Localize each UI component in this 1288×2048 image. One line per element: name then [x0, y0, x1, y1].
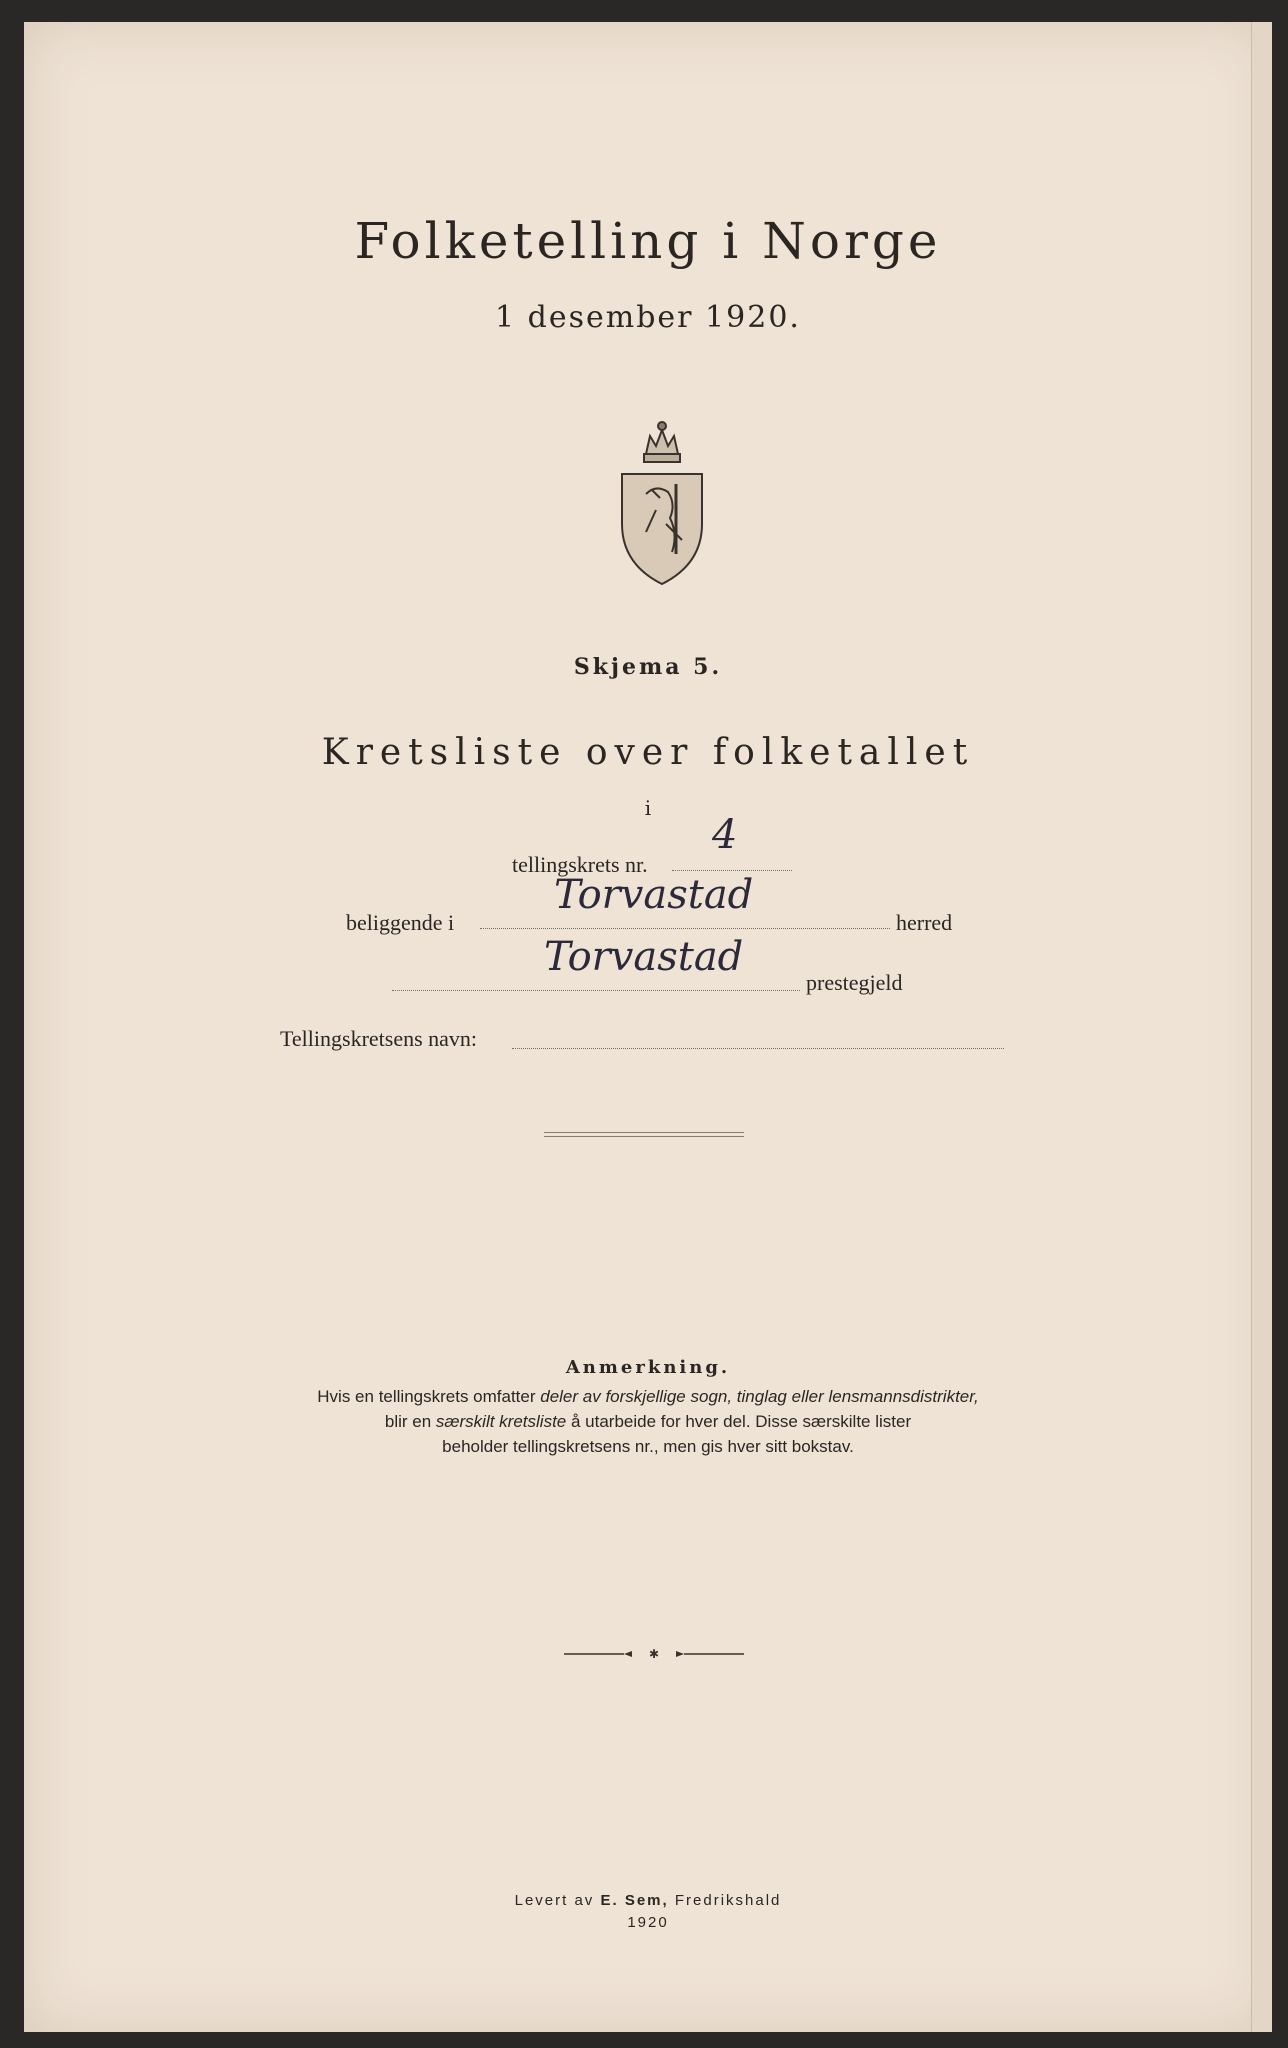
census-form-page	[24, 22, 1272, 2032]
census-date: 1 desember 1920.	[495, 300, 801, 335]
schema-number: Skjema 5.	[573, 654, 723, 680]
norwegian-coat-of-arms-icon	[616, 414, 708, 586]
printer-prefix: Levert av	[514, 1892, 601, 1909]
note-line-2-start: blir en	[384, 1412, 436, 1431]
beliggende-label: beliggende i	[346, 910, 455, 935]
ornament-divider-icon	[564, 1648, 744, 1660]
svg-text:✱: ✱	[648, 1648, 660, 1660]
divider-line	[544, 1132, 744, 1133]
printer-name: E. Sem,	[600, 1892, 669, 1909]
printer-credit	[24, 1890, 1272, 1934]
herred-handwritten-value: Torvastad	[554, 872, 754, 918]
prestegjeld-label: prestegjeld	[806, 970, 903, 995]
page-title: Folketelling i Norge	[354, 212, 942, 270]
form-heading: Kretsliste over folketallet	[321, 732, 975, 773]
note-line-1-italic: deler av forskjellige sogn, tinglag eller lensmannsdistrikter,	[540, 1387, 979, 1406]
herred-label: herred	[896, 910, 953, 935]
note-line-1-start: Hvis en tellingskrets omfatter	[317, 1387, 541, 1406]
note-line-1	[24, 1384, 1272, 1409]
krets-label: tellingskrets nr.	[512, 852, 648, 877]
krets-navn-label: Tellingskretsens navn:	[280, 1026, 478, 1051]
printer-city: Fredrikshald	[668, 1892, 782, 1909]
note-text	[24, 1384, 1272, 1459]
krets-handwritten-value: 4	[712, 812, 738, 858]
connector-word: i	[644, 796, 652, 820]
note-line-2-italic: særskilt kretsliste	[435, 1412, 567, 1431]
divider-line	[544, 1136, 744, 1137]
printer-year: 1920	[627, 1914, 669, 1931]
printer-line	[24, 1890, 1272, 1912]
note-line-2	[24, 1409, 1272, 1434]
note-heading: Anmerkning.	[565, 1357, 731, 1378]
note-line-2-end: å utarbeide for hver del. Disse særskilte lister	[566, 1412, 912, 1431]
krets-navn-field[interactable]	[512, 1026, 1004, 1049]
note-line-3: beholder tellingskretsens nr., men gis hver sitt bokstav.	[442, 1437, 854, 1456]
prestegjeld-handwritten-value: Torvastad	[544, 934, 744, 980]
